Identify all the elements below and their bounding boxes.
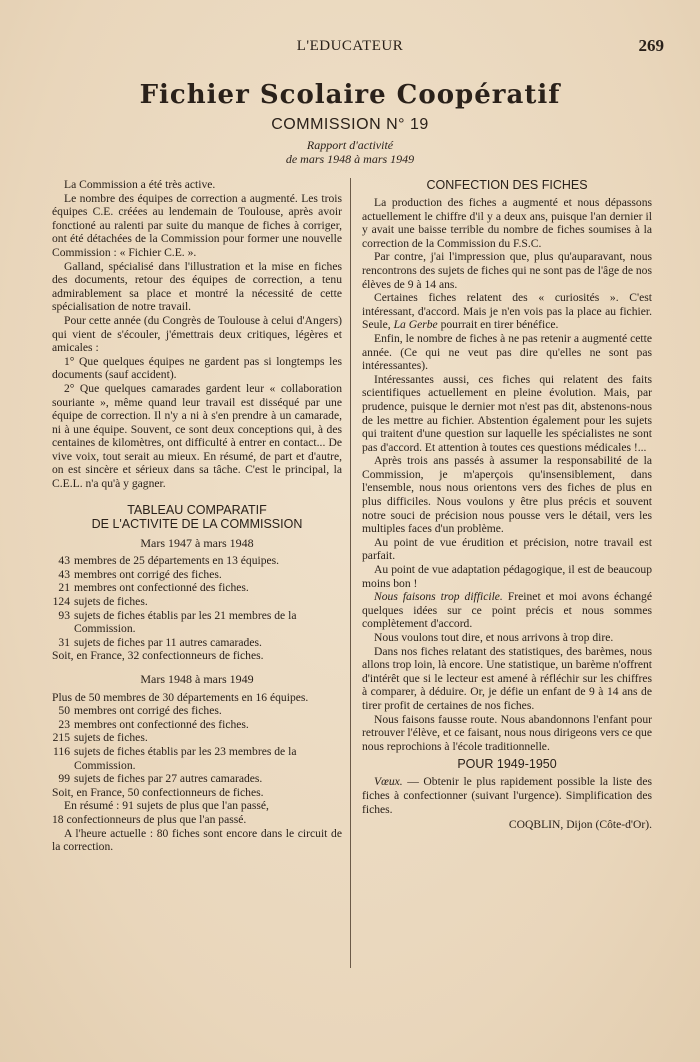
stat-row [52,704,342,718]
paragraph: Nous faisons fausse route. Nous abandonnons l'enfant pour retrouver l'élève, et ce faisant, nous nous dirigeons vers ce que nous reprochions à l'école traditionnelle. [362,712,652,753]
paragraph: Au point de vue érudition et précision, notre travail est parfait. [362,535,652,563]
page-number: 269 [638,36,664,55]
paragraph: Par contre, j'ai l'impression que, plus qu'auparavant, nous rencontrons des sujets de fiches qui ne sont pas de l'âge de nos élèves de 9 à 14 ans. [362,250,652,291]
table-title [52,503,342,531]
stat-row [52,568,342,582]
stat-text: membres ont corrigé des fiches. [74,704,222,718]
paragraph: Dans nos fiches relatant des statistiques, des barèmes, nous allons trop loin, là encore. Une statistique, un barème n'offrent d'intérêt que si le lecteur est amené à réfléchir sur les chiffres à comparer, à déduire. Or, je défie un enfant de 9 à 14 ans de tirer profit de certaines de nos fiches. [362,644,652,712]
stat-row [52,636,342,650]
summary-line: Plus de 50 membres de 30 départements en 16 équipes. [52,690,309,704]
emphasis: Vœux. [374,775,403,789]
stat-number: 124 [52,595,70,609]
stat-text: membres ont confectionné des fiches. [74,581,249,595]
table-title-line-2: DE L'ACTIVITE DE LA COMMISSION [91,516,303,531]
paragraph: Après trois ans passés à assumer la responsabilité de la Commission, je m'aperçois qu'insensiblement, dans l'ensemble, nous nous orientons vers des fiches de plus en plus difficiles. Nous voulons y être plus précis et souvent notre souci de précision nous pousse vers le détail, vers les multiples faces d'un problème. [362,454,652,536]
commission-heading: COMMISSION N° 19 [271,116,429,133]
article-title: Fichier Scolaire Coopératif [139,80,561,110]
stat-text: sujets de fiches établis par les 23 membres de la Commission. [74,744,297,772]
author-name: COQBLIN [508,818,561,832]
stat-row [52,595,342,609]
period-heading: Mars 1948 à mars 1949 [140,672,254,686]
stat-row [52,731,342,745]
subtitle-line-1: Rapport d'activité [306,138,394,152]
stat-number: 93 [58,608,70,622]
paragraph: La production des fiches a augmenté et nous dépassons actuellement le chiffre d'il y a deux ans, puisque l'an dernier il y avait une baisse terrible du nombre de fiches soumises à la correction de la Commission du F.S.C. [362,196,652,250]
summary-line: Soit, en France, 32 confectionneurs de fiches. [52,649,264,663]
column-divider [350,178,351,968]
stat-row [52,772,342,786]
period-heading: Mars 1947 à mars 1948 [140,535,254,550]
stat-row [52,609,342,636]
right-column [362,178,652,832]
stats-list-1 [52,554,342,649]
stat-text: membres ont corrigé des fiches. [74,567,222,581]
summary-line: 18 confectionneurs de plus que l'an passé. [52,812,247,826]
stat-text: sujets de fiches par 11 autres camarades. [74,635,262,649]
stat-number: 31 [58,635,70,649]
text-run: Freinet et moi avons échangé quelques idées sur ce point précis et nous sommes complètement d'accord. [362,590,652,631]
text-run: — Obtenir le plus rapidement possible la liste des fiches à confectionner (suivant l'urgence). Simplification des fiches. [362,775,652,816]
stat-number: 215 [52,731,70,745]
paragraph: Le nombre des équipes de correction a augmenté. Les trois équipes C.E. créées au lendemain de Toulouse, après avoir fonctioné au ralenti par suite du manque de fiches à corriger, ont été détachées de la Commission pour former une nouvelle Commission : « Fichier C.E. ». [52,191,342,259]
stats-list-2 [52,704,342,786]
stat-number: 50 [58,704,70,718]
paragraph: Pour cette année (du Congrès de Toulouse à celui d'Angers) qui vient de s'écouler, j'émettrais deux critiques, légères et amicales : [52,313,342,355]
stat-text: membres de 25 départements en 13 équipes. [74,554,280,568]
stat-row [52,745,342,772]
left-column [52,178,342,854]
section-heading: CONFECTION DES FICHES [426,178,588,192]
paragraph [362,291,652,332]
stat-text: sujets de fiches par 27 autres camarades. [74,772,263,786]
section-heading: POUR 1949-1950 [457,757,557,772]
subtitle-line-2: de mars 1948 à mars 1949 [285,152,415,166]
stat-row [52,581,342,595]
paragraph: 2° Que quelques camarades gardent leur « collaboration souriante », même quand leur travail est disséqué par une équipe de correction. Il n'y a ni à s'en prendre à un camarade, ni à une équipe. Souvent, ce sont deux conceptions qui, à des centaines de kilomètres, ont difficulté à entrer en contact... De vive voix, tout serait au mieux. En résumé, de part et d'autre, on est sincère et sérieux dans sa tâche. C'est le principal, la C.E.L. n'a qu'à y gagner. [52,381,342,491]
stat-text: sujets de fiches. [74,731,148,745]
running-header [0,38,700,60]
text-run: pourrait en tirer bénéfice. [437,318,559,332]
paragraph: Enfin, le nombre de fiches à ne pas retenir a augmenté cette année. (Ce qui ne veut pas dire qu'elles ne sont pas intéressantes). [362,331,652,373]
emphasis: Nous faisons trop difficile. [374,590,503,604]
stat-number: 116 [53,744,70,758]
emphasis: La Gerbe [393,318,438,332]
author-place: , Dijon (Côte-d'Or). [560,818,652,832]
stat-row [52,554,342,568]
text-run: Certaines fiches relatent des « curiosités ». C'est intéressant, d'accord. Mais je n'en vois pas la place au fichier. Seule, [362,291,652,332]
paragraph: 1° Que quelques équipes ne gardent pas si longtemps les documents (sauf accident). [52,354,342,382]
stat-number: 43 [58,567,70,581]
table-title-line-1: TABLEAU COMPARATIF [127,502,267,517]
stat-number: 23 [58,717,70,731]
stat-row [52,718,342,732]
paragraph: La Commission a été très active. [64,178,216,191]
stat-text: sujets de fiches. [74,595,148,609]
stat-number: 43 [58,554,70,568]
paragraph: Galland, spécialisé dans l'illustration et la mise en fiches des documents, retour des équipes de correction, a tenu admirablement sa place et montré la nécessité de cette spécialisation de notre travail. [52,259,342,314]
paragraph [362,590,652,631]
paragraph [362,775,652,816]
paragraph: Intéressantes aussi, ces fiches qui relatent des faits scientifiques actuellement en pleine évolution. Mais, par prudence, puisque le dernier mot n'est pas dit, abstenons-nous de les mettre au fichier. Abstention également pour les sujets qui traitent d'une question sur laquelle les spécialistes ne sont pas d'accord. Et attention à toutes ces questions médicales !... [362,372,652,454]
signature [362,818,652,832]
stat-text: membres ont confectionné des fiches. [74,717,249,731]
subtitle [0,138,700,166]
paragraph: Nous voulons tout dire, et nous arrivons à trop dire. [374,631,614,644]
summary-line: Soit, en France, 50 confectionneurs de fiches. [52,785,264,799]
stat-text: sujets de fiches établis par les 21 membres de la Commission. [74,608,297,636]
stat-number: 99 [58,772,70,786]
stat-number: 21 [58,581,70,595]
journal-title: L'EDUCATEUR [296,38,404,54]
paragraph: Au point de vue adaptation pédagogique, il est de beaucoup moins bon ! [362,563,652,590]
paragraph: A l'heure actuelle : 80 fiches sont encore dans le circuit de la correction. [52,826,342,854]
summary-line: En résumé : 91 sujets de plus que l'an passé, [64,799,269,813]
